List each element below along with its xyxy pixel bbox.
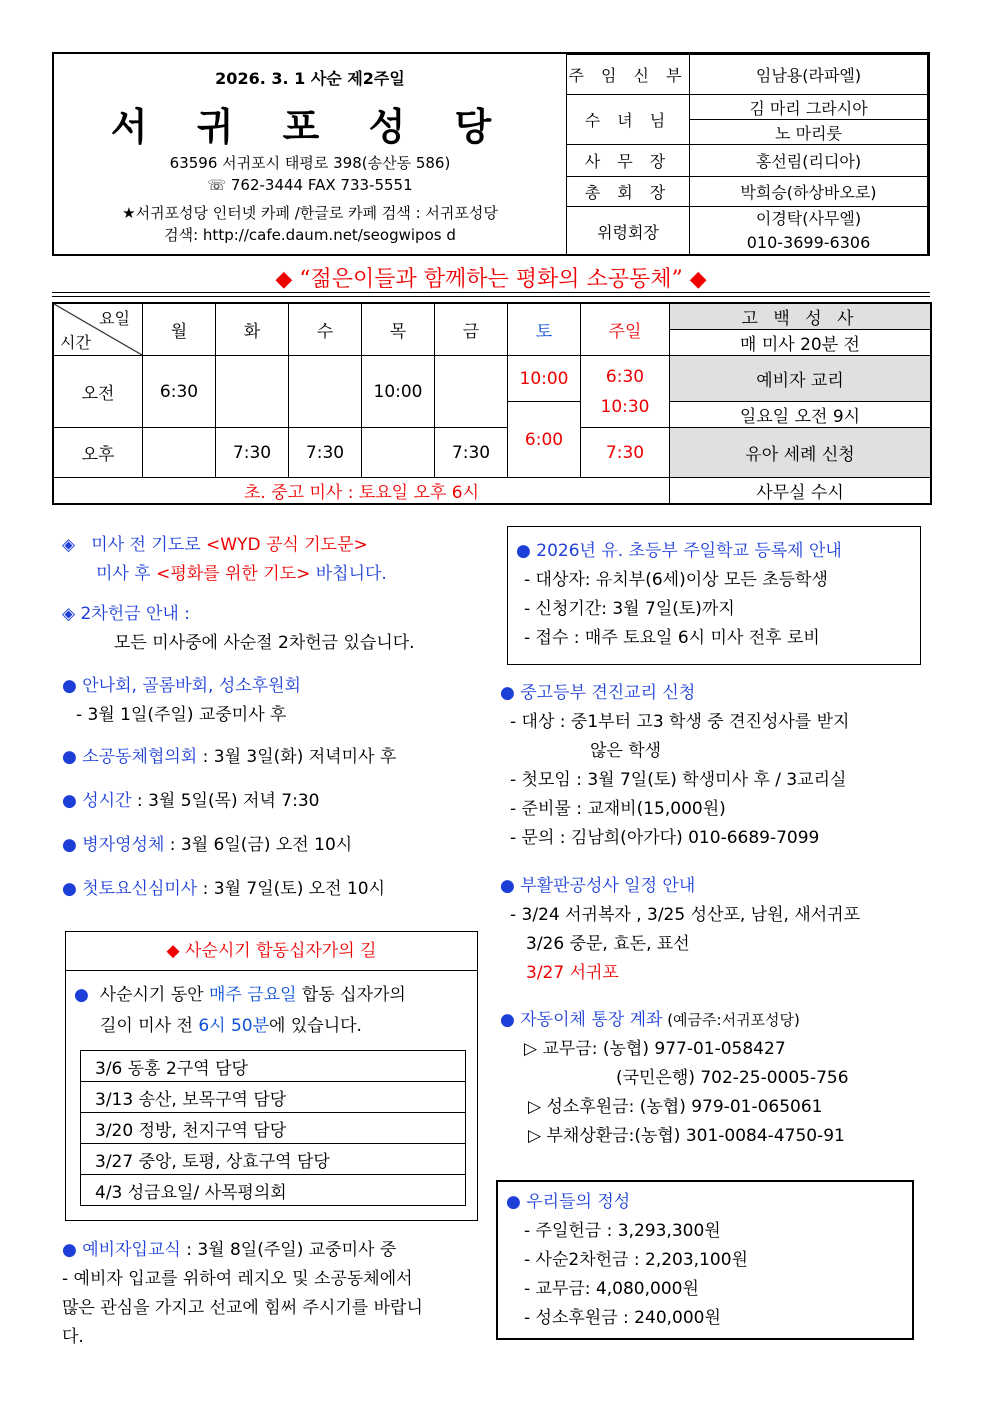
day-header: 월	[143, 303, 216, 356]
cross-time-hl: 6시 50분	[198, 1016, 270, 1036]
confirmation-line: - 첫모임 : 3월 7일(토) 학생미사 후 / 3교리실	[510, 770, 847, 790]
mass-time-sunday-pm: 7:30	[581, 428, 670, 478]
dot-icon: ●	[500, 683, 515, 703]
way-of-cross-schedule	[80, 1050, 466, 1206]
offering-notice	[506, 1188, 906, 1333]
bulletin-date: 2026. 3. 1 사순 제2주일	[215, 69, 405, 88]
easter-line: - 3/24 서귀복자 , 3/25 성산포, 남원, 새서귀포	[510, 905, 861, 925]
cross-row: 3/20 정방, 천지구역 담당	[81, 1113, 466, 1144]
way-of-cross-box	[65, 931, 478, 1221]
council-notice	[62, 743, 482, 772]
sick-communion-notice	[62, 831, 482, 860]
cross-text-a: 사순시기 동안	[99, 985, 209, 1005]
prayer-after: <평화를 위한 기도>	[156, 564, 311, 584]
offering-line: - 주일헌금 : 3,293,300원	[524, 1221, 721, 1241]
sister-label: 수 녀 님	[567, 95, 690, 145]
account-line: ▷ 성소후원금: (농협) 979-01-065061	[528, 1097, 823, 1117]
rite-body-2: 많은 관심을 가지고 선교에 힘써 주시기를 바랍니	[62, 1298, 423, 1318]
offering-line: - 성소후원금 : 240,000원	[524, 1308, 721, 1328]
holyhour-title: 성시간	[82, 791, 132, 811]
holyhour-notice	[62, 787, 482, 816]
account-line: ▷ 부채상환금:(농협) 301-0084-4750-91	[528, 1126, 845, 1146]
diamond-outline-icon: ◈	[62, 604, 76, 624]
staff-table	[566, 54, 928, 256]
way-of-cross-title: 사순시기 합동십자가의 길	[185, 941, 377, 961]
sick-communion-title: 병자영성체	[82, 835, 165, 855]
day-header: 화	[216, 303, 289, 356]
rite-body-1: - 예비자 입교를 위하여 레지오 및 소공동체에서	[62, 1269, 413, 1289]
mass-time-saturday: 10:00	[508, 356, 581, 402]
mass-time	[435, 356, 508, 428]
confirmation-line: 않은 학생	[590, 741, 662, 761]
easter-line: 3/26 중문, 효돈, 표선	[526, 934, 690, 954]
divider	[52, 292, 930, 293]
meeting-title: 안나회, 골롬바회, 성소후원회	[82, 676, 301, 696]
am-label: 오전	[53, 356, 143, 428]
cafe-url[interactable]: 검색: http://cafe.daum.net/seogwipos d	[164, 226, 456, 244]
diamond-icon: ◆	[689, 267, 707, 292]
offering-box	[496, 1180, 914, 1340]
offering-line: - 교무금: 4,080,000원	[524, 1279, 699, 1299]
baptism-time: 사무실 수시	[670, 478, 932, 505]
first-saturday-text: : 3월 7일(토) 오전 10시	[197, 879, 386, 899]
first-saturday-title: 첫토요신심미사	[82, 879, 198, 899]
dot-icon: ●	[62, 747, 77, 767]
sister-name-1: 김 마리 그라시아	[690, 95, 928, 120]
mass-time: 6:30	[605, 366, 645, 387]
rite-body-3: 다.	[62, 1327, 84, 1347]
prayer-before: <WYD 공식 기도문>	[206, 535, 368, 555]
mass-time: 7:30	[216, 428, 289, 478]
rite-title: 예비자입교식	[82, 1240, 181, 1260]
collection-text: 모든 미사중에 사순절 2차헌금 있습니다.	[114, 633, 415, 653]
account-line: ▷ 교무금: (농협) 977-01-058427	[524, 1039, 786, 1059]
baptism-title: 유아 세례 신청	[670, 428, 932, 478]
church-phone: ☏ 762-3444 FAX 733-5551	[207, 176, 413, 194]
pastor-name: 임남용(라파엘)	[690, 55, 928, 95]
mass-time	[289, 356, 362, 428]
prayer-after-suffix: 바칩니다.	[310, 564, 387, 584]
way-of-cross-text	[74, 980, 474, 1042]
cross-text-a2: 길이 미사 전	[100, 1016, 199, 1036]
holyhour-text: : 3월 5일(목) 저녁 7:30	[131, 791, 320, 811]
confession-title: 고 백 성 사	[670, 303, 932, 330]
easter-confession-notice	[500, 872, 930, 988]
diamond-outline-icon: ◈	[62, 535, 76, 555]
meeting-notice	[62, 672, 482, 730]
president-name: 박희승(하상바오로)	[690, 177, 928, 207]
cross-text-b: 합동 십자가의	[296, 985, 406, 1005]
office-name: 홍선림(리디아)	[690, 145, 928, 177]
cross-row: 3/13 송산, 보목구역 담당	[81, 1082, 466, 1113]
mass-time-saturday-pm: 6:00	[508, 402, 581, 478]
corner-cell	[53, 303, 143, 356]
council-text: : 3월 3일(화) 저녁미사 후	[197, 747, 397, 767]
cross-row: 4/3 성금요일/ 사목평의회	[81, 1175, 466, 1206]
council-title: 소공동체협의회	[82, 747, 198, 767]
sunday-school-notice	[516, 537, 916, 653]
mass-time: 7:30	[435, 428, 508, 478]
cross-text-b2: 에 있습니다.	[269, 1016, 362, 1036]
collection-notice	[62, 600, 482, 658]
dot-icon: ●	[62, 835, 77, 855]
meeting-text: - 3월 1일(주일) 교중미사 후	[76, 705, 287, 725]
rite-text: : 3월 8일(주일) 교중미사 중	[180, 1240, 397, 1260]
day-header: 금	[435, 303, 508, 356]
day-header: 수	[289, 303, 362, 356]
sunday-school-line: - 접수 : 매주 토요일 6시 미사 전후 로비	[524, 628, 820, 648]
committee-name: 이경탁(사무엘)	[755, 209, 862, 228]
day-header-sunday: 주일	[581, 303, 670, 356]
offering-line: - 사순2차헌금 : 2,203,100원	[524, 1250, 748, 1270]
prayer-before-label: 미사 전 기도로	[91, 535, 207, 555]
first-saturday-notice	[62, 875, 482, 904]
church-address: 63596 서귀포시 태평로 398(송산동 586)	[169, 154, 451, 172]
collection-title: 2차헌금 안내 :	[80, 604, 190, 624]
mass-time: 6:30	[143, 356, 216, 428]
mass-schedule-table	[52, 302, 932, 505]
header-left	[54, 54, 566, 254]
corner-day-label: 요일	[99, 309, 130, 328]
easter-line: 3/27 서귀포	[526, 963, 619, 983]
corner-time-label: 시간	[60, 333, 91, 352]
easter-title: 부활판공성사 일정 안내	[520, 876, 696, 896]
account-line: (국민은행) 702-25-0005-756	[616, 1068, 849, 1088]
confirmation-line: - 문의 : 김남희(아가다) 010-6689-7099	[510, 828, 820, 848]
cross-row: 3/6 동홍 2구역 담당	[81, 1051, 466, 1082]
slogan-text: “젊은이들과 함께하는 평화의 소공동체”	[299, 267, 683, 292]
account-notice	[500, 1006, 930, 1151]
pm-label: 오후	[53, 428, 143, 478]
confirmation-line: - 준비물 : 교재비(15,000원)	[510, 799, 726, 819]
diamond-icon: ◆	[275, 267, 293, 292]
confession-time: 매 미사 20분 전	[670, 330, 932, 356]
prayer-notice	[62, 531, 482, 589]
cafe-info: ★서귀포성당 인터넷 카페 /한글로 카페 검색 : 서귀포성당	[122, 204, 498, 222]
church-name: 서 귀 포 성 당	[110, 104, 510, 149]
mass-time	[216, 356, 289, 428]
offering-title: 우리들의 정성	[526, 1192, 631, 1212]
dot-icon: ●	[62, 676, 77, 696]
committee-label: 위령회장	[567, 207, 690, 256]
dot-icon: ●	[62, 1240, 77, 1260]
mass-time	[362, 428, 435, 478]
bulletin-header	[52, 52, 930, 256]
dot-icon: ●	[516, 541, 531, 561]
prayer-after-label: 미사 후	[96, 564, 157, 584]
catechumen-time: 일요일 오전 9시	[670, 402, 932, 428]
sunday-school-line: - 대상자: 유치부(6세)이상 모든 초등학생	[524, 570, 828, 590]
cross-text-hl: 매주 금요일	[209, 985, 297, 1005]
dot-icon: ●	[62, 791, 77, 811]
mass-time: 7:30	[289, 428, 362, 478]
confirmation-title: 중고등부 견진교리 신청	[520, 683, 696, 703]
catechumen-title: 예비자 교리	[670, 356, 932, 402]
cross-row: 3/27 중앙, 토평, 상효구역 담당	[81, 1144, 466, 1175]
divider	[52, 296, 930, 297]
dot-icon: ●	[500, 1010, 515, 1030]
sunday-school-title: 2026년 유. 초등부 주일학교 등록제 안내	[536, 541, 842, 561]
account-title: 자동이체 통장 계좌	[520, 1010, 663, 1030]
red-diamond-icon: ◆	[166, 941, 180, 961]
committee-contact	[690, 207, 928, 256]
sick-communion-text: : 3월 6일(금) 오전 10시	[169, 835, 353, 855]
mass-time-sunday-am	[581, 356, 670, 428]
slogan	[52, 262, 930, 293]
committee-phone: 010-3699-6306	[746, 233, 871, 252]
dot-icon: ●	[74, 985, 89, 1005]
dot-icon: ●	[500, 876, 515, 896]
confirmation-line: - 대상 : 중1부터 고3 학생 중 견진성사를 받지	[510, 712, 850, 732]
mass-time: 10:00	[362, 356, 435, 428]
president-label: 총 회 장	[567, 177, 690, 207]
catechumen-rite-notice	[62, 1236, 487, 1352]
day-header: 목	[362, 303, 435, 356]
dot-icon: ●	[62, 879, 77, 899]
office-label: 사 무 장	[567, 145, 690, 177]
sister-name-2: 노 마리룻	[690, 120, 928, 145]
account-owner: (예금주:서귀포성당)	[662, 1011, 800, 1029]
confirmation-notice	[500, 679, 930, 853]
pastor-label: 주 임 신 부	[567, 55, 690, 95]
mass-time	[143, 428, 216, 478]
mass-time: 10:30	[600, 396, 650, 417]
dot-icon: ●	[506, 1192, 521, 1212]
way-of-cross-header	[66, 932, 477, 971]
day-header-saturday: 토	[508, 303, 581, 356]
sunday-school-box	[507, 526, 921, 665]
youth-mass-note: 초. 중고 미사 : 토요일 오후 6시	[53, 478, 670, 505]
sunday-school-line: - 신청기간: 3월 7일(토)까지	[524, 599, 735, 619]
